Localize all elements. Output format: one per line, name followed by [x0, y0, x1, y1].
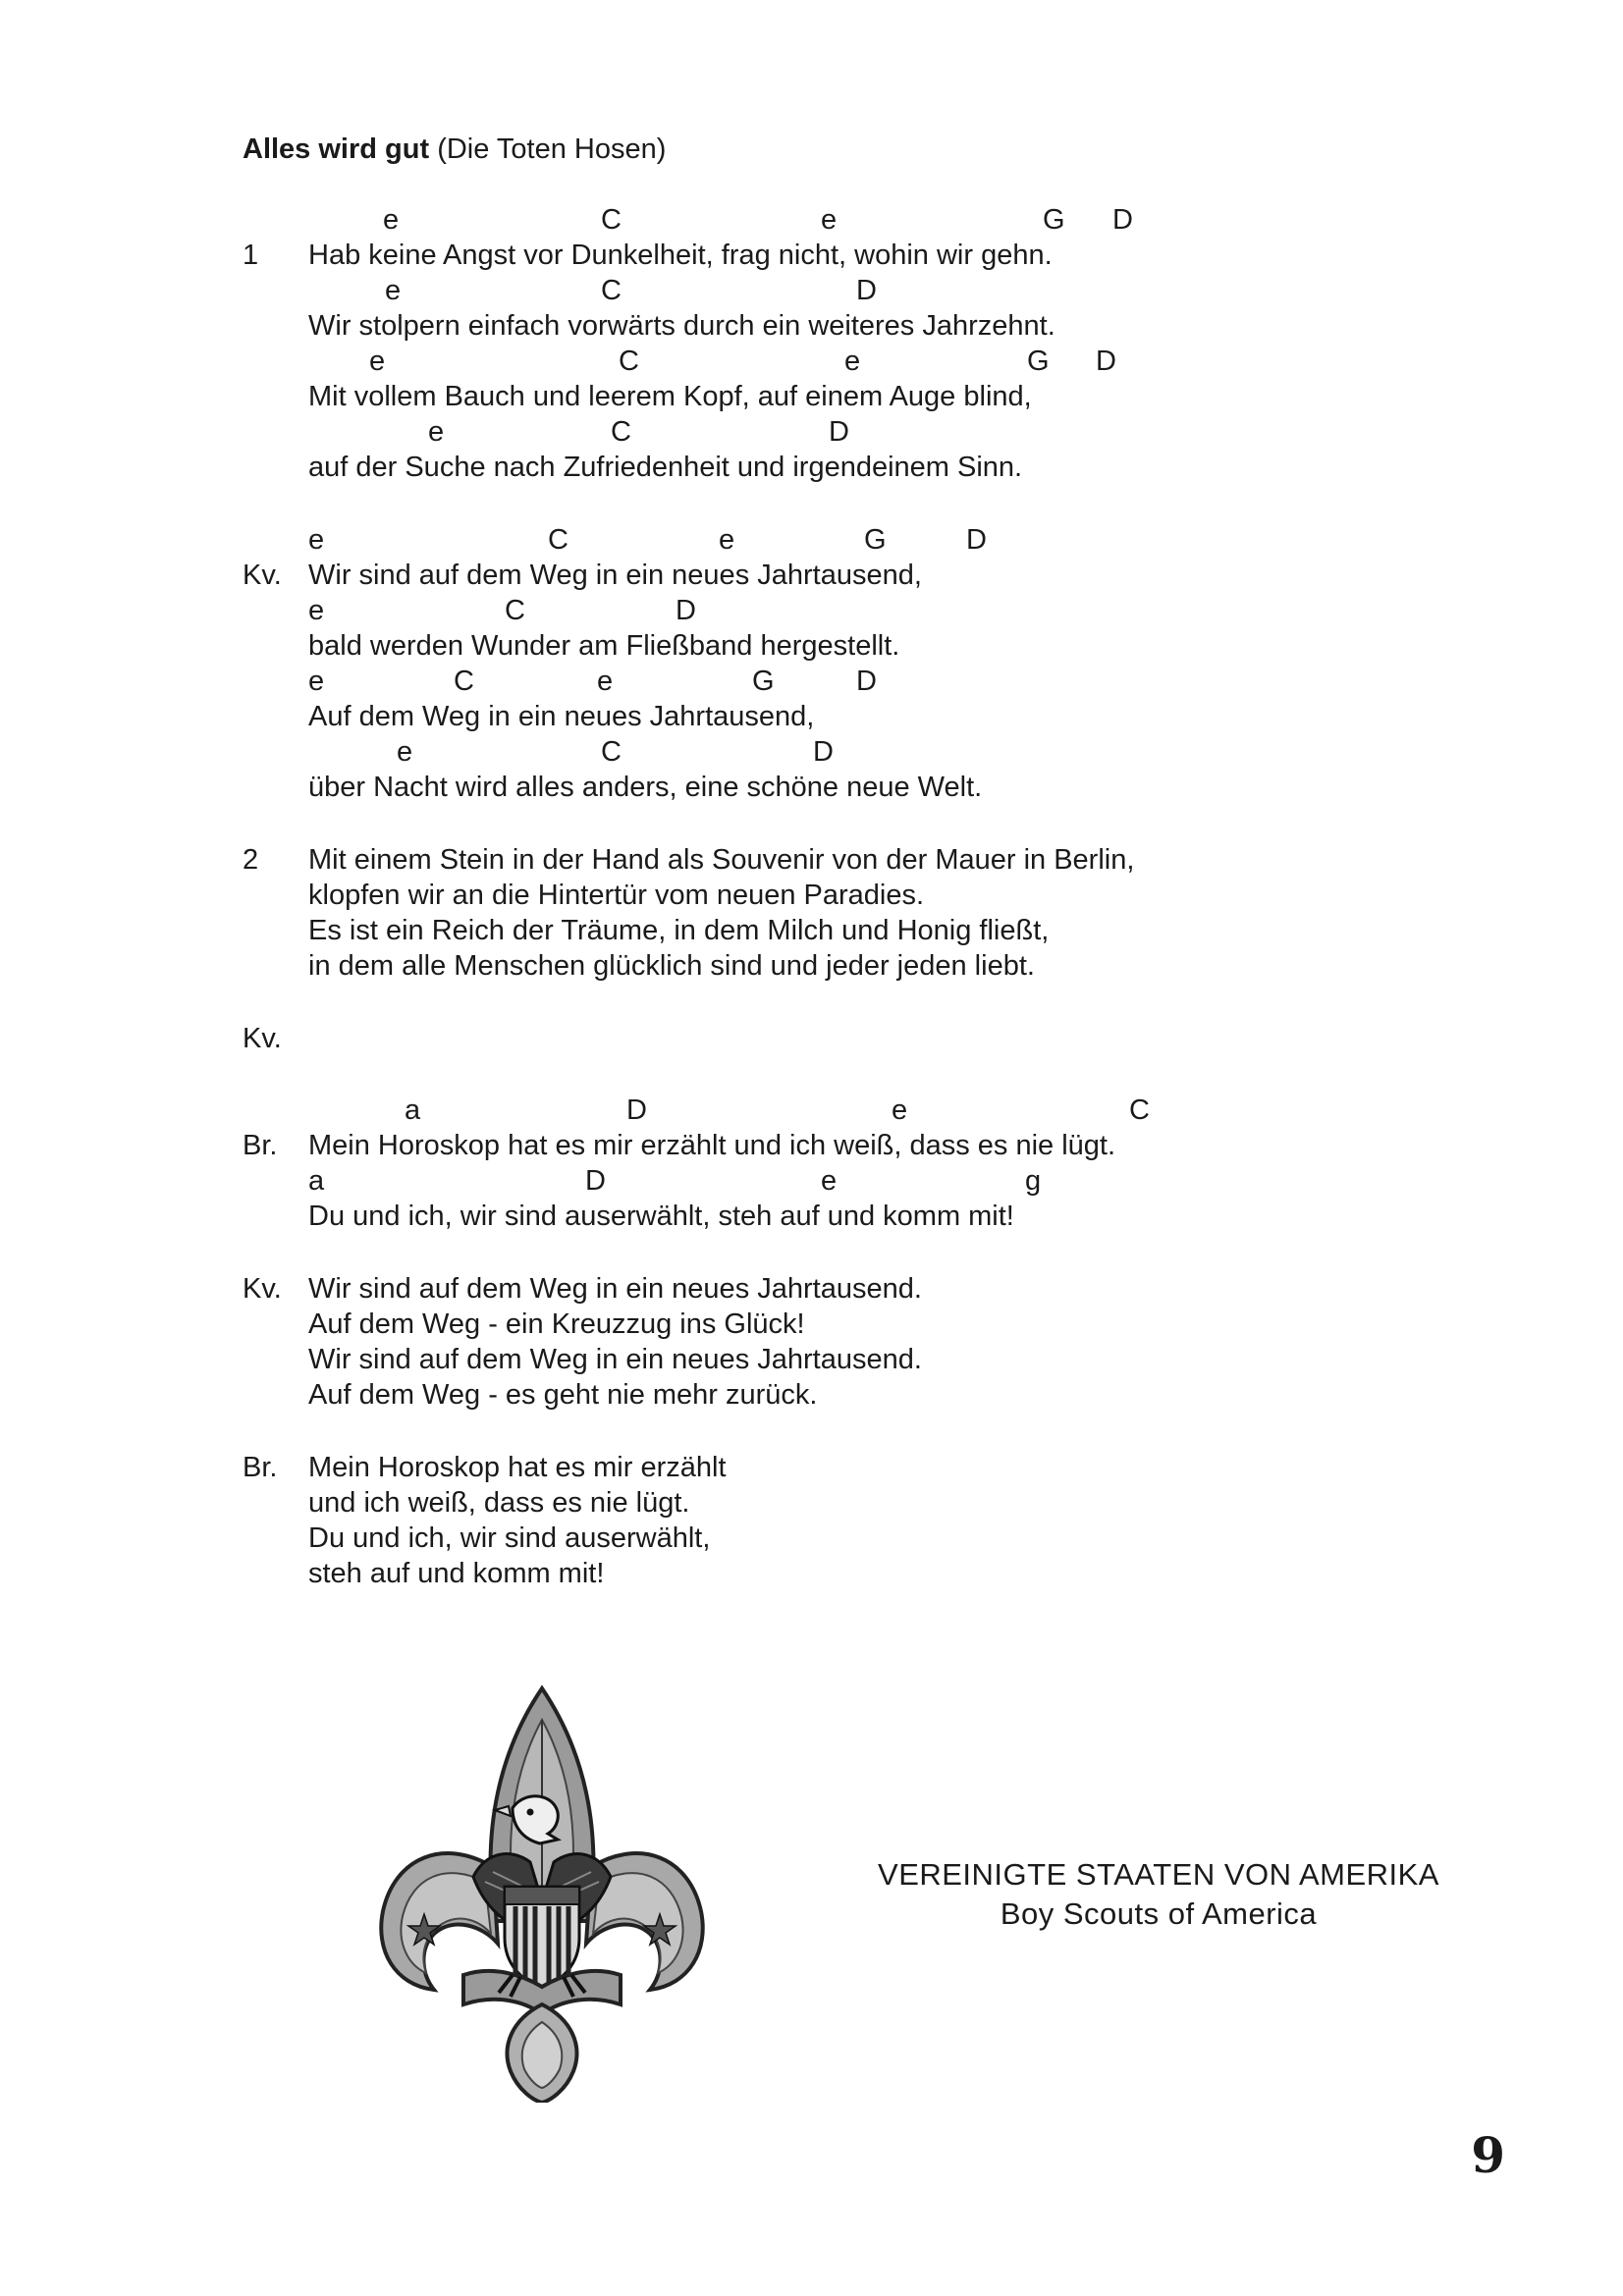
lyric-line: Mein Horoskop hat es mir erzählt [308, 1452, 727, 1483]
chord: G [1027, 346, 1050, 377]
page-number: 9 [1471, 2126, 1505, 2184]
chord: D [856, 275, 877, 306]
chord: D [676, 595, 696, 626]
verse-number: 1 [243, 240, 259, 271]
lyric-line: Wir stolpern einfach vorwärts durch ein weiteres Jahrzehnt. [308, 310, 1055, 342]
chord: G [752, 666, 775, 697]
bridge-marker: Br. [243, 1130, 278, 1161]
chord: C [601, 736, 622, 768]
lyric-line: und ich weiß, dass es nie lügt. [308, 1487, 690, 1519]
lyric-line: Wir sind auf dem Weg in ein neues Jahrtausend. [308, 1344, 922, 1375]
song-title-name: Alles wird gut [243, 133, 430, 165]
lyric-line: Du und ich, wir sind auserwählt, [308, 1522, 711, 1554]
lyric-line: auf der Suche nach Zufriedenheit und irgendeinem Sinn. [308, 452, 1023, 483]
chord: D [626, 1095, 647, 1126]
chord: e [308, 666, 325, 697]
chord: D [813, 736, 834, 768]
emblem-caption-country: VEREINIGTE STAATEN VON AMERIKA [878, 1857, 1439, 1892]
lyric-line: in dem alle Menschen glücklich sind und jeder jeden liebt. [308, 950, 1035, 982]
chord: G [864, 524, 887, 556]
chord: e [428, 416, 445, 448]
chord: a [308, 1165, 325, 1197]
song-title-artist: (Die Toten Hosen) [429, 133, 667, 165]
chord: a [405, 1095, 421, 1126]
lyric-line: steh auf und komm mit! [308, 1558, 605, 1589]
verse-number: 2 [243, 844, 259, 876]
chord: e [397, 736, 413, 768]
emblem-caption-organization: Boy Scouts of America [1000, 1896, 1318, 1931]
chorus-marker: Kv. [243, 1273, 282, 1305]
boy-scouts-fleur-de-lis-emblem [375, 1681, 709, 2103]
lyric-line: Wir sind auf dem Weg in ein neues Jahrtausend, [308, 560, 922, 591]
chord: C [1129, 1095, 1150, 1126]
chord: C [505, 595, 525, 626]
chord: D [856, 666, 877, 697]
chord: e [385, 275, 402, 306]
chord: e [719, 524, 735, 556]
bridge-marker: Br. [243, 1452, 278, 1483]
lyric-line: Mein Horoskop hat es mir erzählt und ich weiß, dass es nie lügt. [308, 1130, 1116, 1161]
chord: C [548, 524, 568, 556]
lyric-line: Auf dem Weg - ein Kreuzzug ins Glück! [308, 1308, 805, 1340]
chord: e [369, 346, 386, 377]
lyric-line: klopfen wir an die Hintertür vom neuen Paradies. [308, 880, 925, 911]
lyric-line: Es ist ein Reich der Träume, in dem Milch und Honig fließt, [308, 915, 1050, 946]
chord: C [601, 275, 622, 306]
chord: C [611, 416, 631, 448]
chord: C [601, 204, 622, 236]
lyric-line: Du und ich, wir sind auserwählt, steh auf und komm mit! [308, 1201, 1014, 1232]
chord: D [1112, 204, 1133, 236]
lyric-line: Wir sind auf dem Weg in ein neues Jahrtausend. [308, 1273, 922, 1305]
chord: e [844, 346, 861, 377]
chord: e [383, 204, 400, 236]
lyric-line: Auf dem Weg - es geht nie mehr zurück. [308, 1379, 818, 1411]
chord: C [454, 666, 474, 697]
chord: C [619, 346, 639, 377]
lyric-line: Mit einem Stein in der Hand als Souvenir von der Mauer in Berlin, [308, 844, 1135, 876]
chord: D [829, 416, 849, 448]
chorus-reference: Kv. [243, 1023, 282, 1054]
chord: e [308, 595, 325, 626]
chord: e [821, 1165, 838, 1197]
chord: D [966, 524, 987, 556]
lyric-line: Auf dem Weg in ein neues Jahrtausend, [308, 701, 815, 732]
chord: D [585, 1165, 606, 1197]
chord: e [597, 666, 614, 697]
chord: e [308, 524, 325, 556]
chord: G [1043, 204, 1065, 236]
lyric-line: Hab keine Angst vor Dunkelheit, frag nicht, wohin wir gehn. [308, 240, 1053, 271]
lyric-line: Mit vollem Bauch und leerem Kopf, auf einem Auge blind, [308, 381, 1032, 412]
song-title [243, 132, 666, 167]
chorus-marker: Kv. [243, 560, 282, 591]
lyric-line: bald werden Wunder am Fließband hergestellt. [308, 630, 900, 662]
chord: e [892, 1095, 908, 1126]
lyric-line: über Nacht wird alles anders, eine schöne neue Welt. [308, 772, 983, 803]
chord: D [1096, 346, 1116, 377]
chord: g [1025, 1165, 1042, 1197]
chord: e [821, 204, 838, 236]
